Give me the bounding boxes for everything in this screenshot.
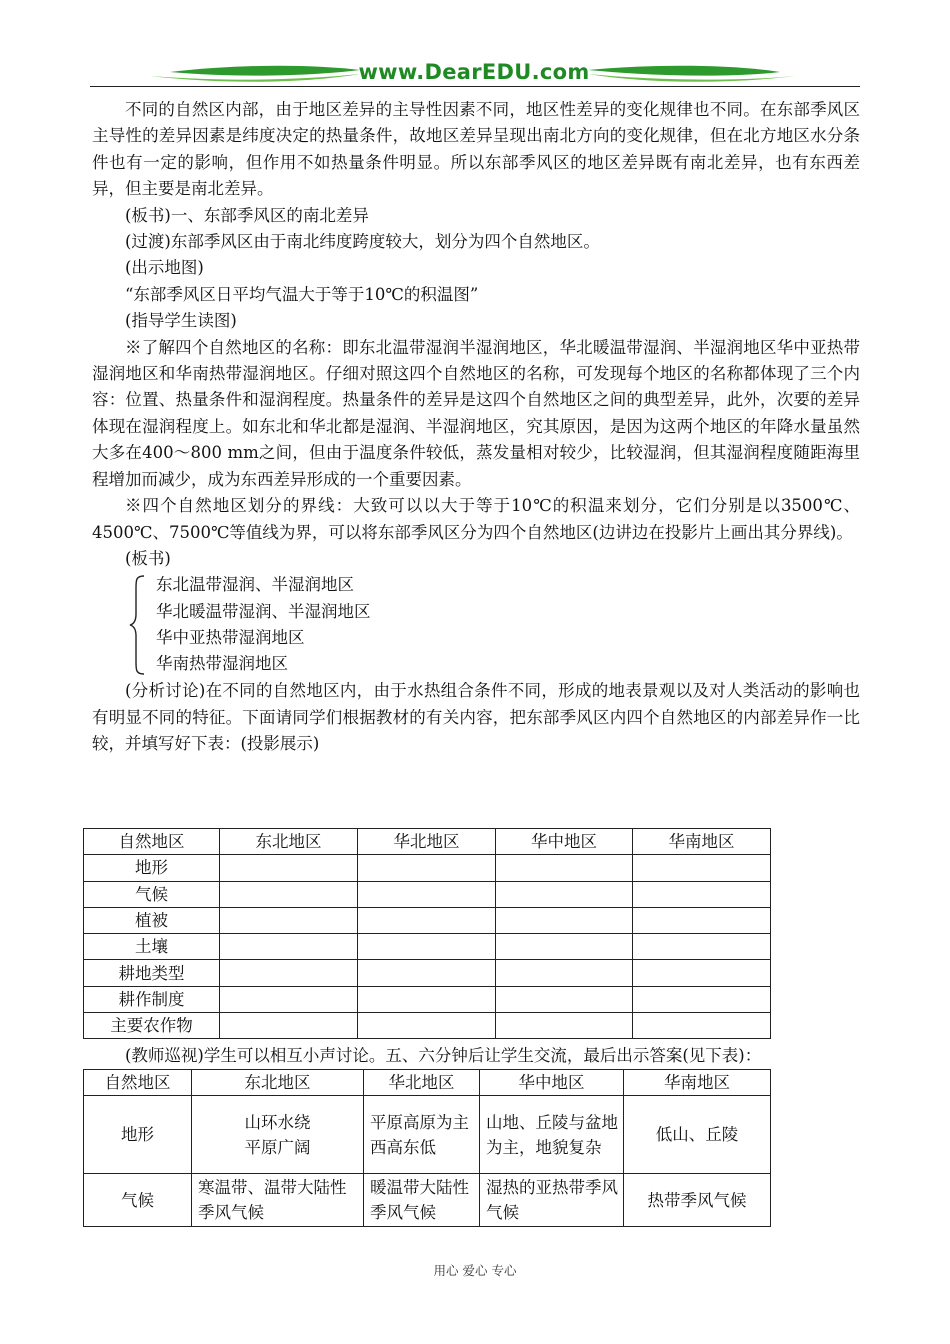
row-label: 植被: [84, 907, 220, 933]
table-header-cell: 东北地区: [192, 1070, 364, 1096]
board-note-2: (板书): [125, 548, 171, 568]
table-header-cell: 华南地区: [624, 1070, 771, 1096]
curly-brace-icon: [128, 574, 148, 676]
table-row: [84, 986, 771, 1012]
lesson-body: [92, 97, 860, 758]
table-row: [84, 881, 771, 907]
region-list: [124, 572, 860, 678]
row-label: 耕地类型: [84, 960, 220, 986]
region-item: 东北温带湿润、半湿润地区: [156, 575, 354, 595]
board-note-1: (板书)一、东部季风区的南北差异: [125, 205, 369, 225]
intro-paragraph: 不同的自然区内部，由于地区差异的主导性因素不同，地区性差异的变化规律也不同。在东部季风区主导性的差异因素是纬度决定的热量条件，故地区差异呈现出南北方向的变化规律，但在北方地区水分条件也有一定的影响，但作用不如热量条件明显。所以东部季风区的地区差异既有南北差异，也有东西差异，但主要是南北差异。: [92, 100, 860, 199]
table-header-cell: 华南地区: [633, 829, 771, 855]
table-header-row: [84, 829, 771, 855]
region-names-paragraph: ※了解四个自然地区的名称：即东北温带湿润半湿润地区，华北暖温带湿润、半湿润地区华中亚热带湿润地区和华南热带湿润地区。仔细对照这四个自然地区的名称，可发现每个地区的名称都体现了三个内容：位置、热量条件和湿润程度。热量条件的差异是这四个自然地区之间的典型差异，此外，次要的差异体现在湿润程度上。如东北和华北都是湿润、半湿润地区，究其原因，是因为这两个地区的年降水量虽然大多在400～800 mm之间，但由于温度条件较低，蒸发量相对较少，比较湿润，但其湿润程度随距海里程增加而减少，成为东西差异形成的一个重要因素。: [92, 337, 860, 489]
table-header-cell: 华北地区: [358, 829, 496, 855]
table-cell: 热带季风气候: [624, 1174, 771, 1227]
table-header-cell: 华中地区: [480, 1070, 624, 1096]
site-header: [90, 58, 858, 94]
cell-line: 平原广阔: [244, 1137, 311, 1157]
table-row: [84, 934, 771, 960]
table-header-cell: 华北地区: [364, 1070, 480, 1096]
guide-note: (指导学生读图): [125, 311, 237, 331]
region-item: 华南热带湿润地区: [156, 654, 288, 674]
table-row: [84, 1096, 771, 1174]
header-divider: [90, 86, 860, 87]
site-logo-text[interactable]: www.DearEDU.com: [358, 60, 590, 84]
table-row: [84, 1013, 771, 1039]
table-cell: 山地、丘陵与盆地为主，地貌复杂: [480, 1096, 624, 1174]
cell-line: 山环水绕: [244, 1112, 311, 1132]
table-header-cell: 东北地区: [220, 829, 358, 855]
comparison-table-answers: [83, 1069, 771, 1227]
table-row: [84, 907, 771, 933]
table-row: [84, 1174, 771, 1227]
row-label: 主要农作物: [84, 1013, 220, 1039]
table-cell: 低山、丘陵: [624, 1096, 771, 1174]
table-row: [84, 855, 771, 881]
map-title: “东部季风区日平均气温大于等于10℃的积温图”: [125, 284, 479, 304]
table-cell: 平原高原为主西高东低: [364, 1096, 480, 1174]
region-item: 华北暖温带湿润、半湿润地区: [156, 601, 371, 621]
table-cell: 寒温带、温带大陆性季风气候: [192, 1174, 364, 1227]
table-header-cell: 华中地区: [496, 829, 633, 855]
row-label: 地形: [84, 855, 220, 881]
discussion-paragraph: (分析讨论)在不同的自然地区内，由于水热组合条件不同，形成的地表景观以及对人类活动的影响也有明显不同的特征。下面请同学们根据教材的有关内容，把东部季风区内四个自然地区的内部差异作一比较，并填写好下表：(投影展示): [92, 681, 860, 754]
teacher-note: (教师巡视)学生可以相互小声讨论。五、六分钟后让学生交流，最后出示答案(见下表)：: [125, 1046, 762, 1065]
row-label: 气候: [84, 881, 220, 907]
table-header-cell: 自然地区: [84, 829, 220, 855]
table-header-cell: 自然地区: [84, 1070, 192, 1096]
table-row: [84, 960, 771, 986]
comparison-table-blank: [83, 828, 771, 1039]
row-label: 地形: [84, 1096, 192, 1174]
row-label: 耕作制度: [84, 986, 220, 1012]
transition-paragraph: (过渡)东部季风区由于南北纬度跨度较大，划分为四个自然地区。: [125, 232, 600, 252]
region-item: 华中亚热带湿润地区: [156, 628, 305, 648]
show-map-note: (出示地图): [125, 258, 204, 278]
table-cell: 暖温带大陆性季风气候: [364, 1174, 480, 1227]
row-label: 气候: [84, 1174, 192, 1227]
row-label: 土壤: [84, 934, 220, 960]
boundary-paragraph: ※四个自然地区划分的界线：大致可以以大于等于10℃的积温来划分，它们分别是以3500℃、4500℃、7500℃等值线为界，可以将东部季风区分为四个自然地区(边讲边在投影片上画出其分界线)。: [92, 496, 860, 542]
page-footer: 用心 爱心 专心: [433, 1263, 517, 1278]
table-cell: [192, 1096, 364, 1174]
table-cell: 湿热的亚热带季风气候: [480, 1174, 624, 1227]
table-header-row: [84, 1070, 771, 1096]
